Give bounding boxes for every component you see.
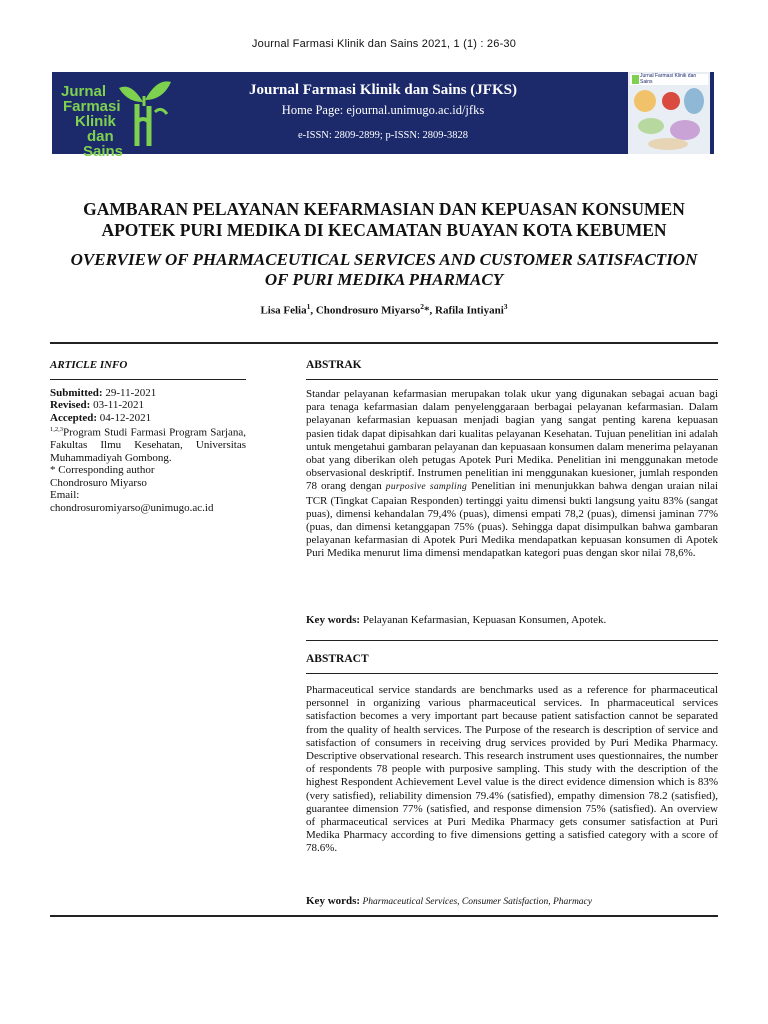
abstract-divider [306, 673, 718, 674]
revised-row [50, 399, 246, 412]
affiliation [50, 424, 246, 464]
submitted-date: 29-11-2021 [105, 386, 157, 399]
affiliation-sup: 1,2,3 [50, 426, 63, 433]
journal-cover-thumbnail [628, 72, 710, 154]
author-separator: , [310, 304, 316, 317]
revised-label: Revised: [50, 399, 91, 411]
accepted-row [50, 412, 246, 425]
accepted-date: 04-12-2021 [99, 411, 152, 424]
author-separator: *, [424, 304, 436, 317]
keywords-label: Key words: [306, 895, 361, 907]
abstrak-text: Standar pelayanan kefarmasian merupakan tolak ukur yang digunakan sebagai acuan bagi para tenaga kefarmasian dalam penyelenggaraan berbagai pelayanan kefarmasian. Dalam pelayanan kefarmasian kepuasan menjadi bagian yang sangat penting karena kepuasan pasien tidak dapat dipisahkan dari kualitas pelayanan Kesehatan. Tujuan penelitian ini adalah untuk mengetahui gambaran pelayanan dan kepuasaan konsumen dalam menerima pelayanan obat yang diberikan oleh petugas Apotek Puri Medika. Penelitian ini menggunakan metode observasional deskriptif. Instrumen penelitian ini menggunakan kuesioner, jumlah responden 78 orang dengan [306, 388, 718, 493]
corresponding-name: Chondrosuro Miyarso [50, 476, 147, 489]
article-info-heading: ARTICLE INFO [50, 359, 128, 371]
accepted-label: Accepted: [50, 411, 98, 424]
logo-line: dan [87, 128, 114, 145]
section-divider [50, 915, 718, 917]
logo-line: Jurnal [61, 83, 107, 100]
journal-banner [52, 72, 714, 160]
section-divider [306, 640, 718, 641]
article-info-panel [50, 359, 246, 514]
submitted-row [50, 387, 246, 400]
abstract-keywords [306, 895, 592, 907]
cover-photo-shape [670, 120, 700, 140]
cover-photo-shape [648, 138, 688, 150]
article-info-divider [50, 379, 246, 380]
title-line: OVERVIEW OF PHARMACEUTICAL SERVICES AND CUSTOMER SATISFACTION [70, 250, 698, 269]
journal-issn: e-ISSN: 2809-2899; p-ISSN: 2809-3828 [297, 130, 469, 141]
cover-photo-shape [684, 88, 704, 114]
cover-photo-shape [638, 118, 664, 134]
journal-home-page: Home Page: ejournal.unimugo.ac.id/jfks [281, 103, 485, 117]
affiliation-text: Program Studi Farmasi Program Sarjana, Fakultas Ilmu Kesehatan, Universitas Muhammadiyah Gombong. [50, 426, 246, 464]
paper-title-english [0, 250, 768, 290]
abstrak-heading: ABSTRAK [306, 359, 362, 371]
paper-title-indonesian [0, 199, 768, 241]
author-list [0, 302, 768, 317]
running-head: Journal Farmasi Klinik dan Sains 2021, 1 (1) : 26-30 [251, 38, 517, 50]
cover-logo-icon [632, 75, 639, 84]
title-line: APOTEK PURI MEDIKA DI KECAMATAN BUAYAN KOTA KEBUMEN [101, 220, 667, 240]
abstrak-italic-term: purposive sampling [385, 482, 468, 493]
corresponding-label: * Corresponding author [50, 464, 155, 477]
author-affil-sup: 3 [503, 302, 508, 311]
author-name: Chondrosuro Miyarso [315, 304, 421, 317]
abstrak-body [306, 388, 718, 561]
logo-line: Klinik [75, 113, 116, 130]
journal-title: Journal Farmasi Klinik dan Sains (JFKS) [249, 82, 517, 98]
revised-date: 03-11-2021 [93, 399, 144, 411]
cover-header [630, 74, 708, 85]
email-label: Email: [50, 489, 80, 502]
logo-line: Sains [83, 143, 124, 160]
logo-line: Farmasi [63, 98, 121, 115]
abstrak-text: Penelitian ini menunjukkan bahwa dengan uraian nilai TCR (Tingkat Capaian Responden) tertinggi yaitu dimensi bukti langsung yaitu 83% (sangat puas), dimensi kehandalan 79,4% (puas), dimensi empati 78,2 (puas), dimensi jaminan 77% (puas, dan dimensi ketanggapan 75% (puas). Sehingga dapat disimpulkan bahwa gambaran pelayanan kefarmasian di Apotek Puri Medika mendapatkan kepuasan konsumen di Apotek Puri Medika menurut lima dimensi mendapatkan kategori puas dengan skor nilai 78,6%. [306, 480, 719, 560]
keywords-text: Pharmaceutical Services, Consumer Satisfaction, Pharmacy [360, 897, 592, 907]
cover-photo-shape [634, 90, 656, 112]
keywords-text: Pelayanan Kefarmasian, Kepuasan Konsumen, Apotek. [360, 614, 607, 626]
author-name: Lisa Felia [260, 304, 307, 317]
abstrak-divider [306, 379, 718, 380]
cover-photo-shape [662, 92, 680, 110]
author-affil-sup: 2 [420, 302, 425, 311]
section-divider [50, 342, 718, 344]
title-line: OF PURI MEDIKA PHARMACY [264, 270, 504, 289]
author-affil-sup: 1 [306, 302, 311, 311]
abstract-body: Pharmaceutical service standards are benchmarks used as a reference for pharmaceutical personnel in organizing various pharmaceutical services. In pharmaceutical services satisfaction becomes a very important part because patient satisfaction cannot be separated from the quality of health services. The Purpose of the research is description of service and satisfaction of consumers in receiving drug services provided by Puri Medika Pharmacy. Descriptive observational research. This research instrument uses questionnaires, the number of respondents 78 people with purposive sampling. This study with the description of the highest Respondent Achievement Level value is the direct evidence dimension which is 83% (very satisfied), reliability dimension 79.4% (satisfied), empathy dimension 78.2 (satisfied), guarantee dimension 77% (satisfied, and response dimension 75% (satisfied). An overview of pharmaceutical services at Puri Medika Pharmacy gets consumer satisfaction at Puri Medika Pharmacy according to five dimensions getting a satisfied category with a score of 78.6%. [306, 684, 718, 855]
author-name: Rafila Intiyani [435, 304, 504, 317]
corresponding-email[interactable]: chondrosuromiyarso@unimugo.ac.id [50, 501, 214, 514]
abstrak-keywords [306, 614, 606, 626]
title-line: GAMBARAN PELAYANAN KEFARMASIAN DAN KEPUASAN KONSUMEN [83, 199, 685, 219]
abstract-heading: ABSTRACT [306, 653, 369, 665]
submitted-label: Submitted: [50, 386, 103, 399]
cover-title: Jurnal Farmasi Klinik dan Sains [640, 73, 697, 85]
keywords-label: Key words: [306, 614, 361, 626]
